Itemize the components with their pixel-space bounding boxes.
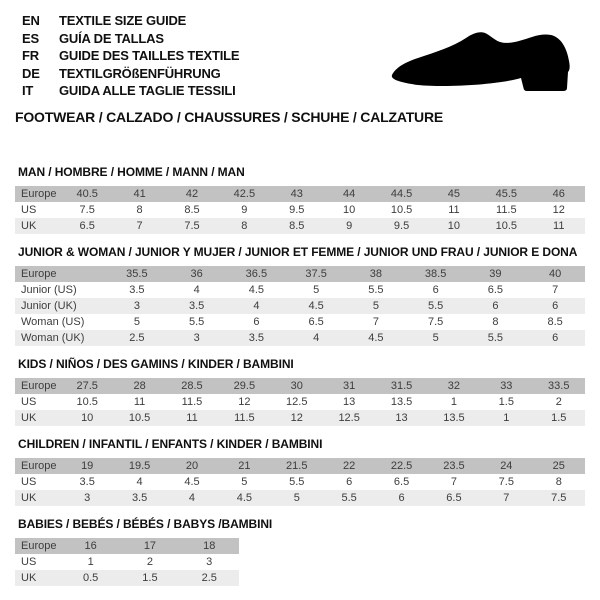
size-row (15, 202, 585, 218)
size-value: 5.5 (167, 314, 227, 330)
size-value: 7.5 (61, 202, 113, 218)
size-value: 18 (180, 538, 239, 554)
row-label: Europe (15, 378, 61, 394)
size-row (15, 298, 585, 314)
size-value: 33.5 (533, 378, 585, 394)
size-value: 21.5 (271, 458, 323, 474)
size-row (15, 474, 585, 490)
size-value: 10.5 (375, 202, 427, 218)
size-value: 9 (323, 218, 375, 234)
category-title: FOOTWEAR / CALZADO / CHAUSSURES / SCHUHE / CALZATURE (15, 109, 444, 125)
size-value: 7.5 (480, 474, 532, 490)
size-value: 5.5 (271, 474, 323, 490)
row-label: Europe (15, 458, 61, 474)
size-value: 7 (346, 314, 406, 330)
size-value: 6 (227, 314, 287, 330)
size-value: 9.5 (271, 202, 323, 218)
language-row (22, 65, 239, 83)
size-value: 19 (61, 458, 113, 474)
size-value: 3 (61, 490, 113, 506)
size-value: 1 (480, 410, 532, 426)
size-value: 31.5 (375, 378, 427, 394)
size-value: 20 (166, 458, 218, 474)
size-row (15, 394, 585, 410)
size-value: 4 (227, 298, 287, 314)
size-value: 36.5 (227, 266, 287, 282)
size-value: 3 (180, 554, 239, 570)
size-value: 11 (113, 394, 165, 410)
row-label: Europe (15, 266, 107, 282)
size-value: 6 (406, 282, 466, 298)
size-value: 8 (113, 202, 165, 218)
language-code: ES (22, 30, 39, 46)
size-table-section (15, 517, 585, 586)
size-value: 44.5 (375, 186, 427, 202)
size-table (15, 186, 585, 234)
size-value: 2.5 (107, 330, 167, 346)
row-label: Europe (15, 186, 61, 202)
size-value: 8.5 (271, 218, 323, 234)
size-value: 9.5 (375, 218, 427, 234)
size-value: 8.5 (166, 202, 218, 218)
size-table (15, 378, 585, 426)
size-row (15, 330, 585, 346)
size-value: 25 (533, 458, 585, 474)
size-row (15, 458, 585, 474)
size-value: 6.5 (286, 314, 346, 330)
size-table-section (15, 165, 585, 234)
size-value: 7.5 (406, 314, 466, 330)
size-value: 8.5 (525, 314, 585, 330)
size-value: 6 (323, 474, 375, 490)
size-value: 6 (525, 330, 585, 346)
size-value: 11.5 (166, 394, 218, 410)
table-title: MAN / HOMBRE / HOMME / MANN / MAN (18, 165, 245, 179)
size-value: 6 (525, 298, 585, 314)
size-value: 2 (120, 554, 179, 570)
size-value: 1 (61, 554, 120, 570)
size-value: 8 (466, 314, 526, 330)
size-value: 0.5 (61, 570, 120, 586)
size-value: 5.5 (406, 298, 466, 314)
size-value: 1 (428, 394, 480, 410)
language-code: IT (22, 83, 34, 98)
size-value: 6.5 (466, 282, 526, 298)
row-label: US (15, 394, 61, 410)
size-row (15, 314, 585, 330)
size-row (15, 538, 239, 554)
size-value: 5 (107, 314, 167, 330)
size-value: 27.5 (61, 378, 113, 394)
size-value: 7.5 (166, 218, 218, 234)
size-value: 10 (323, 202, 375, 218)
size-value: 39 (466, 266, 526, 282)
size-value: 46 (533, 186, 585, 202)
language-row (22, 47, 239, 65)
row-label: UK (15, 218, 61, 234)
row-label: Europe (15, 538, 61, 554)
size-value: 11.5 (480, 202, 532, 218)
table-title: JUNIOR & WOMAN / JUNIOR Y MUJER / JUNIOR ET FEMME / JUNIOR UND FRAU / JUNIOR E DONA (18, 245, 578, 259)
row-label: US (15, 474, 61, 490)
size-value: 7 (525, 282, 585, 298)
size-value: 42 (166, 186, 218, 202)
size-value: 11 (428, 202, 480, 218)
size-value: 11.5 (218, 410, 270, 426)
size-value: 5 (406, 330, 466, 346)
size-value: 5.5 (466, 330, 526, 346)
table-title: KIDS / NIÑOS / DES GAMINS / KINDER / BAMBINI (18, 357, 294, 371)
size-value: 12 (218, 394, 270, 410)
size-value: 36 (167, 266, 227, 282)
row-label: US (15, 202, 61, 218)
size-value: 10.5 (113, 410, 165, 426)
size-value: 8 (533, 474, 585, 490)
language-list (22, 12, 239, 100)
size-value: 17 (120, 538, 179, 554)
size-value: 3 (167, 330, 227, 346)
language-title: TEXTILE SIZE GUIDE (59, 13, 187, 28)
size-value: 28.5 (166, 378, 218, 394)
size-value: 30 (271, 378, 323, 394)
size-row (15, 570, 239, 586)
size-value: 10 (428, 218, 480, 234)
size-value: 6 (466, 298, 526, 314)
size-table-section (15, 357, 585, 426)
size-value: 5 (286, 282, 346, 298)
size-value: 12 (271, 410, 323, 426)
size-value: 13.5 (428, 410, 480, 426)
size-row (15, 282, 585, 298)
size-value: 1.5 (480, 394, 532, 410)
size-value: 13.5 (375, 394, 427, 410)
size-value: 6.5 (428, 490, 480, 506)
size-value: 45.5 (480, 186, 532, 202)
size-table (15, 538, 239, 586)
size-value: 40 (525, 266, 585, 282)
language-code: EN (22, 13, 40, 28)
size-value: 4 (113, 474, 165, 490)
language-title: GUÍA DE TALLAS (59, 30, 164, 46)
size-value: 4 (167, 282, 227, 298)
size-value: 11 (166, 410, 218, 426)
size-value: 3.5 (61, 474, 113, 490)
size-value: 5.5 (323, 490, 375, 506)
size-value: 3.5 (113, 490, 165, 506)
size-value: 45 (428, 186, 480, 202)
language-code: DE (22, 65, 40, 81)
size-value: 2.5 (180, 570, 239, 586)
language-title: GUIDE DES TAILLES TEXTILE (59, 48, 240, 63)
size-table-section (15, 437, 585, 506)
size-value: 6.5 (61, 218, 113, 234)
size-value: 38 (346, 266, 406, 282)
size-value: 31 (323, 378, 375, 394)
language-title: TEXTILGRÖßENFÜHRUNG (59, 65, 221, 81)
table-title: BABIES / BEBÉS / BÉBÉS / BABYS /BAMBINI (18, 517, 273, 531)
size-value: 33 (480, 378, 532, 394)
size-value: 2 (533, 394, 585, 410)
shoe-icon (388, 20, 578, 102)
size-value: 4.5 (286, 298, 346, 314)
size-row (15, 266, 585, 282)
size-value: 23.5 (428, 458, 480, 474)
size-value: 5 (346, 298, 406, 314)
size-value: 13 (375, 410, 427, 426)
row-label: Junior (UK) (15, 298, 107, 314)
language-row (22, 30, 239, 48)
size-value: 10.5 (61, 394, 113, 410)
size-row (15, 410, 585, 426)
size-value: 40.5 (61, 186, 113, 202)
size-value: 3.5 (167, 298, 227, 314)
size-value: 7 (113, 218, 165, 234)
size-value: 4.5 (218, 490, 270, 506)
size-value: 7 (480, 490, 532, 506)
size-value: 38.5 (406, 266, 466, 282)
size-value: 6 (375, 490, 427, 506)
size-value: 1.5 (533, 410, 585, 426)
row-label: US (15, 554, 61, 570)
row-label: UK (15, 490, 61, 506)
size-value: 12.5 (323, 410, 375, 426)
row-label: Junior (US) (15, 282, 107, 298)
row-label: UK (15, 570, 61, 586)
size-value: 12 (533, 202, 585, 218)
size-value: 7.5 (533, 490, 585, 506)
size-value: 3.5 (227, 330, 287, 346)
size-value: 11 (533, 218, 585, 234)
size-value: 10.5 (480, 218, 532, 234)
language-row (22, 12, 239, 30)
size-value: 4.5 (227, 282, 287, 298)
size-value: 44 (323, 186, 375, 202)
row-label: Woman (US) (15, 314, 107, 330)
size-value: 19.5 (113, 458, 165, 474)
language-code: FR (22, 48, 39, 63)
size-value: 12.5 (271, 394, 323, 410)
size-value: 5 (271, 490, 323, 506)
row-label: UK (15, 410, 61, 426)
size-value: 6.5 (375, 474, 427, 490)
size-value: 9 (218, 202, 270, 218)
size-table (15, 266, 585, 346)
size-row (15, 490, 585, 506)
size-value: 7 (428, 474, 480, 490)
size-value: 3.5 (107, 282, 167, 298)
size-value: 3 (107, 298, 167, 314)
size-value: 1.5 (120, 570, 179, 586)
language-title: GUIDA ALLE TAGLIE TESSILI (59, 83, 236, 98)
size-value: 13 (323, 394, 375, 410)
size-value: 8 (218, 218, 270, 234)
size-value: 29.5 (218, 378, 270, 394)
size-value: 22 (323, 458, 375, 474)
size-table (15, 458, 585, 506)
row-label: Woman (UK) (15, 330, 107, 346)
size-value: 4.5 (166, 474, 218, 490)
size-tables (15, 165, 585, 597)
size-value: 16 (61, 538, 120, 554)
size-value: 43 (271, 186, 323, 202)
size-table-section (15, 245, 585, 346)
size-value: 4 (286, 330, 346, 346)
size-value: 32 (428, 378, 480, 394)
size-value: 5.5 (346, 282, 406, 298)
size-value: 10 (61, 410, 113, 426)
size-row (15, 218, 585, 234)
size-value: 24 (480, 458, 532, 474)
size-value: 4.5 (346, 330, 406, 346)
size-row (15, 186, 585, 202)
size-value: 37.5 (286, 266, 346, 282)
size-row (15, 554, 239, 570)
language-row (22, 82, 239, 100)
size-value: 5 (218, 474, 270, 490)
size-row (15, 378, 585, 394)
table-title: CHILDREN / INFANTIL / ENFANTS / KINDER / BAMBINI (18, 437, 323, 451)
size-value: 22.5 (375, 458, 427, 474)
size-value: 28 (113, 378, 165, 394)
size-value: 41 (113, 186, 165, 202)
size-value: 35.5 (107, 266, 167, 282)
size-value: 21 (218, 458, 270, 474)
size-value: 4 (166, 490, 218, 506)
size-value: 42.5 (218, 186, 270, 202)
